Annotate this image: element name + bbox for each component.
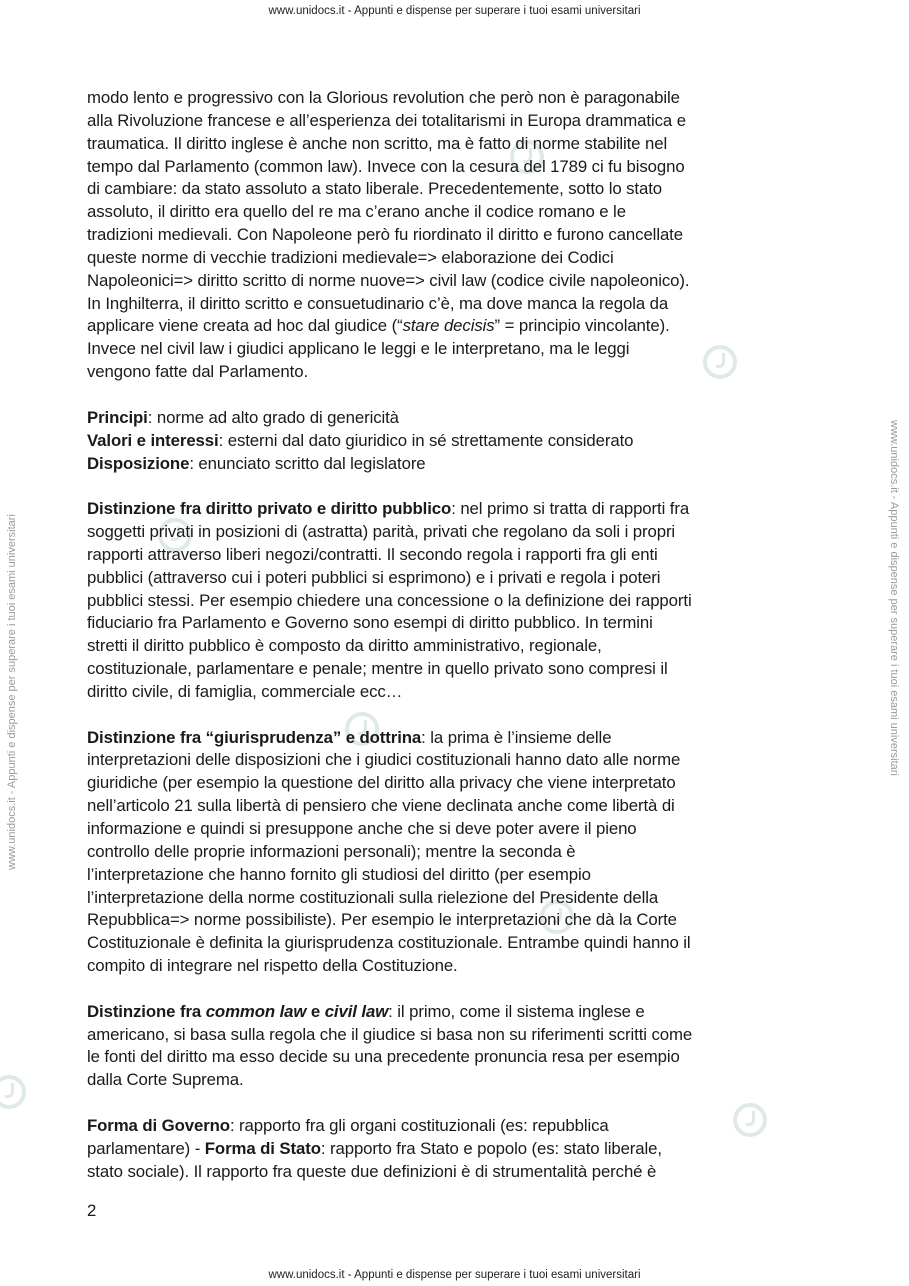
paragraph [87,87,827,384]
bold-term: Distinzione fra [87,1001,206,1021]
text-segment: tradizioni medievali. Con Napoleone però fu riordinato il diritto e furono cancellate [87,225,683,245]
text-line [87,361,827,384]
bold-term: civil law [324,1001,389,1021]
text-line [87,772,827,795]
text-segment: stretti il diritto pubblico è composto da diritto amministrativo, regionale, [87,636,602,656]
text-line [87,567,827,590]
bold-term: Distinzione fra “giurisprudenza” e dottrina [87,727,422,747]
text-segment: compito di integrare nel rispetto della Costituzione. [87,956,458,976]
text-segment: americano, si basa sulla regola che il giudice si basa non su riferimenti scritti come [87,1024,693,1044]
text-line [87,110,827,133]
text-segment: ” = principio vincolante). [494,316,670,336]
text-line [87,1069,827,1092]
text-line [87,315,827,338]
text-segment: : il primo, come il sistema inglese e [388,1001,645,1021]
text-line [87,635,827,658]
text-line [87,270,827,293]
paragraph [87,1115,827,1184]
page-number: 2 [87,1201,97,1220]
text-segment: rapporti attraverso liberi negozi/contratti. Il secondo regola i rapporti fra gli enti [87,544,658,564]
side-watermark-right: www.unidocs.it - Appunti e dispense per superare i tuoi esami universitari [888,420,900,776]
text-line [87,864,827,887]
paragraph [87,498,827,704]
text-line [87,521,827,544]
document-body [87,87,827,1206]
text-segment: : norme ad alto grado di genericità [147,407,399,427]
text-line [87,156,827,179]
bold-term: Forma di Governo [87,1115,230,1135]
text-segment: tempo dal Parlamento (common law). Invece con la cesura del 1789 ci fu bisogno [87,156,685,176]
text-segment: di cambiare: da stato assoluto a stato liberale. Precedentemente, sotto lo stato [87,179,663,199]
text-segment: stato sociale). Il rapporto fra queste due definizioni è di strumentalità perché è [87,1161,657,1181]
watermark-logo-icon [0,1075,26,1109]
text-line [87,498,827,521]
text-segment: alla Rivoluzione francese e all’esperienza dei totalitarismi in Europa drammatica e [87,110,686,130]
text-segment: pubblici stessi. Per esempio chiedere una concessione o la definizione dei rapporti [87,590,692,610]
text-line [87,1024,827,1047]
text-line [87,407,827,430]
bold-term: Forma di Stato [204,1138,321,1158]
text-segment: : nel primo si tratta di rapporti fra [451,499,690,519]
text-line [87,727,827,750]
bold-term: common law [205,1001,307,1021]
text-line [87,247,827,270]
text-segment: pubblici (attraverso cui i poteri pubblici si esprimono) e i privati e regola i poteri [87,567,661,587]
text-segment: nell’articolo 21 sulla libertà di pensiero che viene declinata anche come libertà di [87,796,675,816]
text-line [87,201,827,224]
text-line [87,430,827,453]
bold-term: Distinzione fra diritto privato e diritto pubblico [87,499,452,519]
header-watermark: www.unidocs.it - Appunti e dispense per superare i tuoi esami universitari [268,5,641,17]
text-segment: traumatica. Il diritto inglese è anche non scritto, ma è fatto di norme stabilite nel [87,133,668,153]
text-segment: : esterni dal dato giuridico in sé strettamente considerato [218,430,634,450]
text-segment: le fonti del diritto ma esso decide su una precedente pronuncia resa per esempio [87,1047,680,1067]
text-segment: : la prima è l’insieme delle [421,727,612,747]
text-line [87,1046,827,1069]
text-segment: : enunciato scritto dal legislatore [189,453,426,473]
text-segment: : rapporto fra gli organi costituzionali (es: repubblica [229,1115,609,1135]
text-segment: soggetti privati in posizioni di (astratta) parità, privati che regolano da soli i propri [87,522,676,542]
text-line [87,841,827,864]
side-watermark-left: www.unidocs.it - Appunti e dispense per superare i tuoi esami universitari [6,514,18,870]
text-segment: In Inghilterra, il diritto scritto e consuetudinario c’è, ma dove manca la regola da [87,293,669,313]
paragraph [87,727,827,978]
text-segment: : rapporto fra Stato e popolo (es: stato liberale, [320,1138,662,1158]
text-line [87,1115,827,1138]
text-line [87,133,827,156]
text-segment: informazione e quindi si presuppone anche che si deve poter avere il pieno [87,819,637,838]
text-segment: l’interpretazione che hanno fornito gli studiosi del diritto (per esempio [87,864,591,884]
text-line [87,1138,827,1161]
text-line [87,224,827,247]
paragraph [87,407,827,476]
text-line [87,818,827,841]
text-line [87,1161,827,1184]
text-segment: Repubblica=> norme possibiliste). Per esempio le interpretazioni che dà la Corte [87,910,677,930]
text-line [87,909,827,932]
text-line [87,749,827,772]
text-segment: giuridiche (per esempio la questione del diritto alla privacy che viene interpretato [87,773,676,793]
text-line [87,453,827,476]
text-line [87,590,827,613]
text-segment: fiduciario fra Parlamento e Governo sono esempi di diritto pubblico. In termini [87,613,653,633]
italic-term: stare decisis [402,316,495,336]
text-segment: queste norme di vecchie tradizioni medievale=> elaborazione dei Codici [87,247,614,267]
text-line [87,887,827,910]
paragraph [87,1001,827,1092]
text-segment: costituzionale, parlamentare e penale; mentre in quello privato sono compresi il [87,659,668,679]
bold-term: Principi [87,407,148,427]
text-line [87,1001,827,1024]
text-line [87,932,827,955]
text-line [87,293,827,316]
bold-term: Disposizione [87,453,190,473]
text-line [87,658,827,681]
text-segment: l’interpretazione della norme costituzionali sulla rielezione del Presidente della [87,887,659,907]
text-line [87,338,827,361]
text-segment: Napoleonici=> diritto scritto di norme nuove=> civil law (codice civile napoleonico). [87,270,690,290]
text-line [87,795,827,818]
text-segment: Invece nel civil law i giudici applicano le leggi e le interpretano, ma le leggi [87,339,630,359]
text-line [87,178,827,201]
text-segment: applicare viene creata ad hoc dal giudice (“ [87,316,403,336]
text-line [87,544,827,567]
bold-term: e [306,1001,325,1021]
text-segment: interpretazioni delle disposizioni che i giudici costituzionali hanno dato alle norme [87,750,681,770]
text-segment: assoluto, il diritto era quello del re ma c’erano anche il codice romano e le [87,202,626,222]
text-segment: diritto civile, di famiglia, commerciale ecc… [87,681,403,701]
text-segment: dalla Corte Suprema. [87,1070,244,1090]
text-segment: parlamentare) - [87,1138,205,1158]
text-line [87,612,827,635]
text-segment: Costituzionale è definita la giurisprudenza costituzionale. Entrambe quindi hanno il [87,933,691,953]
text-line [87,87,827,110]
text-line [87,955,827,978]
bold-term: Valori e interessi [87,430,219,450]
footer-watermark: www.unidocs.it - Appunti e dispense per superare i tuoi esami universitari [268,1269,641,1281]
text-segment: vengono fatte dal Parlamento. [87,362,309,382]
text-segment: modo lento e progressivo con la Glorious revolution che però non è paragonabile [87,88,680,107]
text-line [87,681,827,704]
text-segment: controllo delle proprie informazioni personali); mentre la seconda è [87,841,576,861]
